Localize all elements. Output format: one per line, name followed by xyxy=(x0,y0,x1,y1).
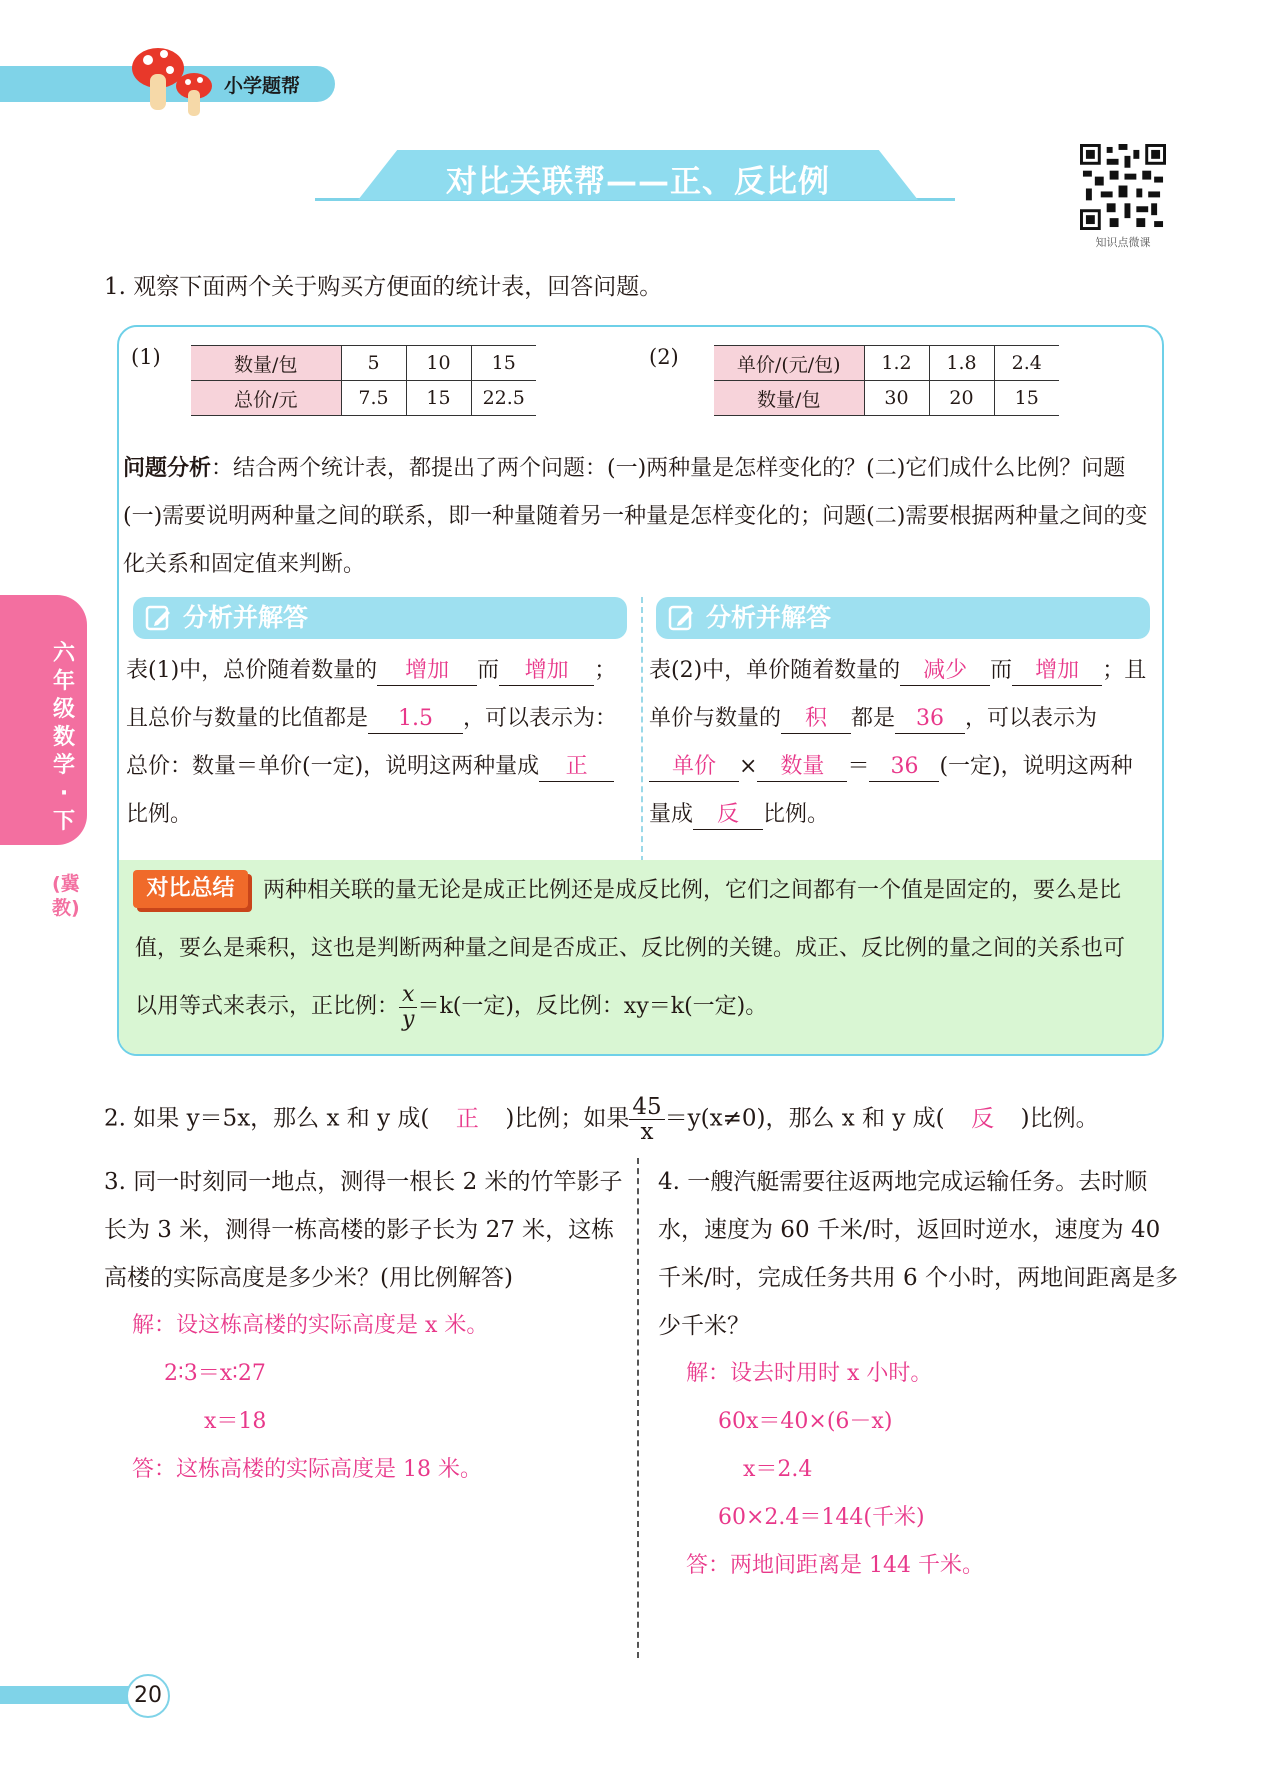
question-text: ＝y(x≠0)，那么 x 和 y 成( xyxy=(664,1105,945,1132)
table-cell: 2.4 xyxy=(994,346,1059,381)
analyze-answer-header-1 xyxy=(133,597,627,639)
fraction-denominator: x xyxy=(640,1119,654,1145)
side-edition-label: (冀教) xyxy=(52,873,80,919)
analysis-text: ：结合两个统计表，都提出了两个问题：(一)两种量是怎样变化的？(二)它们成什么比例？问题(一)需要说明两种量之间的联系，即一种量随着另一种量是怎样变化的；问题(二)需要根据两种量之间的变化关系和固定值来判断。 xyxy=(123,456,1148,577)
table-header-cell: 单价/(元/包) xyxy=(714,346,864,381)
mushroom-logo-icon xyxy=(128,40,224,120)
table-cell: 30 xyxy=(864,381,929,416)
table-cell: 10 xyxy=(406,346,471,381)
answer-blank: 正 xyxy=(539,753,614,782)
question-3 xyxy=(104,1158,624,1494)
column-divider xyxy=(641,597,643,862)
analysis-label: 问题分析 xyxy=(123,456,212,481)
table-1 xyxy=(191,345,536,416)
table-cell: 15 xyxy=(471,346,536,381)
answer-text: ；且总价与数量的比值都是 xyxy=(126,658,617,731)
answer-blank: 增加 xyxy=(1012,657,1102,686)
table-header-cell: 数量/包 xyxy=(714,381,864,416)
pencil-note-icon xyxy=(145,604,173,632)
question-text: )比例；如果 xyxy=(505,1105,630,1132)
answer-text: ，可以表示为：总价：数量＝单价(一定)，说明这两种量成 xyxy=(126,706,618,779)
answer-text: ，可以表示为 xyxy=(965,706,1098,731)
ratio-fraction xyxy=(399,983,417,1032)
answer-text: (一定)，说明这两种量成 xyxy=(649,754,1133,827)
solution-line: 2∶3＝x∶27 xyxy=(164,1361,266,1386)
answer-blank: 数量 xyxy=(757,753,847,782)
table-header-cell: 总价/元 xyxy=(191,381,341,416)
table-row xyxy=(191,346,536,381)
fraction-numerator: x xyxy=(399,983,417,1008)
question-1-prompt: 1. 观察下面两个关于购买方便面的统计表，回答问题。 xyxy=(104,274,663,300)
analyze-answer-header-2 xyxy=(656,597,1150,639)
question-4-prompt: 4. 一艘汽艇需要往返两地完成运输任务。去时顺水，速度为 60 千米/时，返回时逆水，速度为 40 千米/时，完成任务共用 6 个小时，两地间距离是多少千米？ xyxy=(658,1169,1179,1339)
qr-code-icon[interactable] xyxy=(1080,144,1166,230)
question-text: 2. 如果 y＝5x，那么 x 和 y 成( xyxy=(104,1105,430,1132)
question-1-box xyxy=(117,325,1164,1056)
answer-text: 比例。 xyxy=(126,802,193,827)
answer-text: × xyxy=(739,754,758,779)
problem-analysis xyxy=(123,445,1159,589)
question-3-prompt: 3. 同一时刻同一地点，测得一根长 2 米的竹竿影子长为 3 米，测得一栋高楼的影子长为 27 米，这栋高楼的实际高度是多少米？(用比例解答) xyxy=(104,1169,623,1291)
answer-text: ；且单价与数量的 xyxy=(649,658,1147,731)
summary-text-part: ＝k(一定)，反比例：xy＝k(一定)。 xyxy=(417,994,768,1019)
pill-label: 分析并解答 xyxy=(183,603,309,632)
summary-text xyxy=(135,862,1145,1036)
answer-text: 而 xyxy=(990,658,1013,683)
answer-blank: 36 xyxy=(869,753,939,782)
question-text: )比例。 xyxy=(1020,1105,1099,1132)
pill-label: 分析并解答 xyxy=(706,603,832,632)
table-cell: 20 xyxy=(929,381,994,416)
answer-blank: 反 xyxy=(971,1105,995,1132)
answer-table-2 xyxy=(649,647,1149,839)
solution-line: 解：设这栋高楼的实际高度是 x 米。 xyxy=(132,1313,489,1338)
answer-blank: 单价 xyxy=(649,753,739,782)
side-grade-label: 六年级数学·下 xyxy=(52,641,75,834)
answer-table-1 xyxy=(126,647,626,839)
table-2-label: (2) xyxy=(649,345,679,369)
table-row xyxy=(191,381,536,416)
table-cell: 1.8 xyxy=(929,346,994,381)
qr-caption: 知识点微课 xyxy=(1095,236,1151,249)
brand-name: 小学题帮 xyxy=(224,75,301,97)
solution-line: 60×2.4＝144(千米) xyxy=(718,1505,925,1530)
answer-blank: 36 xyxy=(895,705,965,734)
question-2 xyxy=(104,1095,1099,1144)
question-4 xyxy=(658,1158,1178,1590)
answer-blank: 积 xyxy=(781,705,851,734)
fraction-numerator: 45 xyxy=(629,1095,664,1120)
solution-line: 60x＝40×(6－x) xyxy=(718,1409,893,1434)
answer-blank: 增加 xyxy=(499,657,594,686)
answer-text: 表(1)中，总价随着数量的 xyxy=(126,658,378,683)
solution-line: 解：设去时用时 x 小时。 xyxy=(686,1361,933,1386)
question-divider xyxy=(637,1158,639,1658)
summary-badge: 对比总结 xyxy=(133,870,248,908)
table-cell: 15 xyxy=(994,381,1059,416)
table-row xyxy=(714,346,1059,381)
table-header-cell: 数量/包 xyxy=(191,346,341,381)
table-cell: 5 xyxy=(341,346,406,381)
answer-blank: 反 xyxy=(693,801,763,830)
pencil-note-icon xyxy=(668,604,696,632)
answer-text: 表(2)中，单价随着数量的 xyxy=(649,658,901,683)
answer-blank: 1.5 xyxy=(368,705,463,734)
solution-line: x＝2.4 xyxy=(743,1457,813,1482)
table-cell: 7.5 xyxy=(341,381,406,416)
answer-text: 而 xyxy=(477,658,500,683)
summary-text-part: 两种相关联的量无论是成正比例还是成反比例，它们之间都有一个值是固定的，要么是比值，要么是乘积，这也是判断两种量之间是否成正、反比例的关键。成正、反比例的量之间的关系也可以用等式来表示，正比例： xyxy=(135,878,1126,1019)
table-row xyxy=(714,381,1059,416)
answer-text: ＝ xyxy=(847,754,870,779)
fraction xyxy=(629,1095,664,1144)
fraction-denominator: y xyxy=(402,1006,415,1032)
answer-text: 都是 xyxy=(851,706,896,731)
answer-text: 比例。 xyxy=(763,802,830,827)
table-cell: 1.2 xyxy=(864,346,929,381)
solution-line: 答：这栋高楼的实际高度是 18 米。 xyxy=(132,1457,482,1482)
table-cell: 15 xyxy=(406,381,471,416)
answer-blank: 减少 xyxy=(900,657,990,686)
answer-blank: 正 xyxy=(455,1105,479,1132)
page-title: 对比关联帮——正、反比例 xyxy=(446,164,830,200)
comparison-summary xyxy=(119,860,1164,1056)
table-1-label: (1) xyxy=(131,345,161,369)
solution-line: 答：两地间距离是 144 千米。 xyxy=(686,1553,984,1578)
table-cell: 22.5 xyxy=(471,381,536,416)
answer-blank: 增加 xyxy=(377,657,477,686)
page-number: 20 xyxy=(126,1674,170,1718)
solution-line: x＝18 xyxy=(204,1409,267,1434)
table-2 xyxy=(714,345,1059,416)
